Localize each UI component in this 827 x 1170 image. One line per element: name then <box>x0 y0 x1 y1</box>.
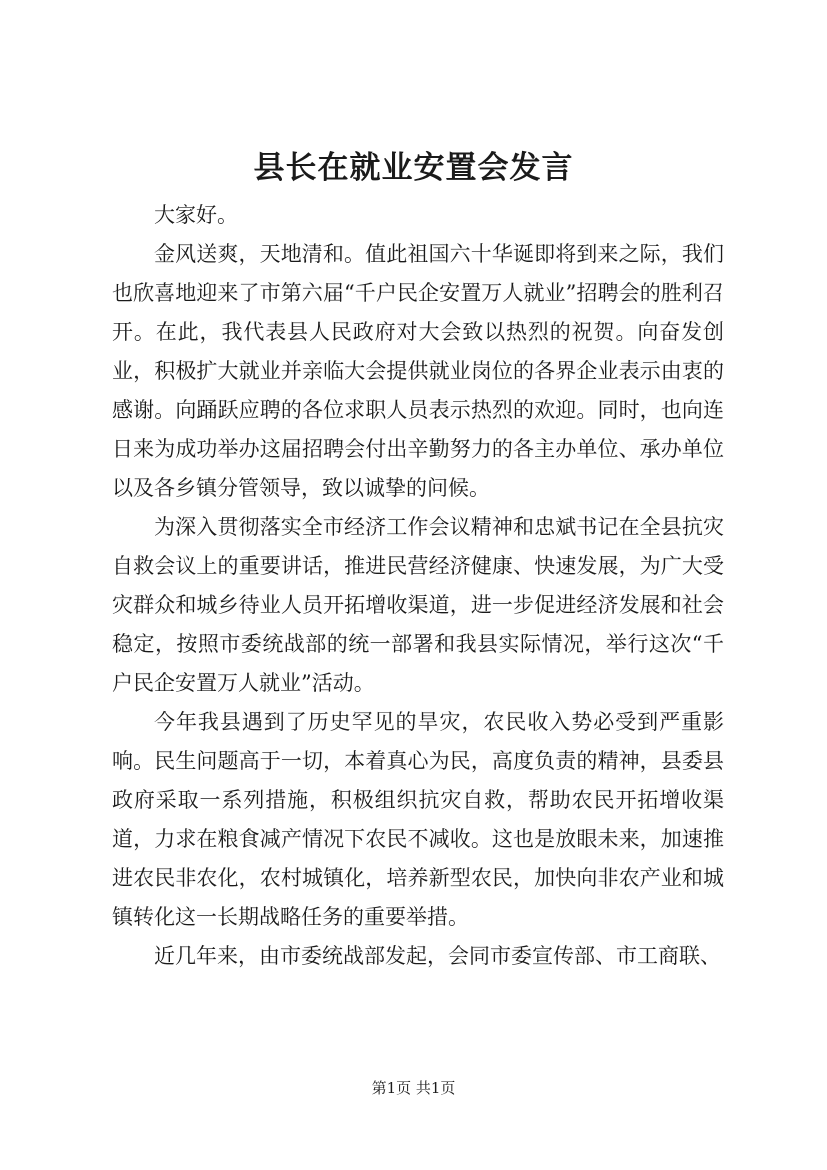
document-body <box>112 196 724 976</box>
paragraph-greeting: 大家好。 <box>154 203 238 227</box>
document-title: 县长在就业安置会发言 <box>253 150 574 186</box>
paragraph-recent-years: 近几年来，由市委统战部发起，会同市委宣传部、市工商联、 <box>154 944 721 968</box>
page-number-footer: 第1页 共1页 <box>371 1079 456 1097</box>
paragraph-opening: 金风送爽，天地清和。值此祖国六十华诞即将到来之际，我们也欣喜地迎来了市第六届“千户民企安置万人就业”招聘会的胜利召开。在此，我代表县人民政府对大会致以热烈的祝贺。向奋发创业，积极扩大就业并亲临大会提供就业岗位的各界企业表示由衷的感谢。向踊跃应聘的各位求职人员表示热烈的欢迎。同时，也向连日来为成功举办这届招聘会付出辛勤努力的各主办单位、承办单位以及各乡镇分管领导，致以诚挚的问候。 <box>112 242 724 500</box>
paragraph-drought: 今年我县遇到了历史罕见的旱灾，农民收入势必受到严重影响。民生问题高于一切，本着真心为民，高度负责的精神，县委县政府采取一系列措施，积极组织抗灾自救，帮助农民开拓增收渠道，力求在粮食减产情况下农民不减收。这也是放眼未来，加速推进农民非农化，农村城镇化，培养新型农民，加快向非农产业和城镇转化这一长期战略任务的重要举措。 <box>112 710 724 929</box>
paragraph-purpose: 为深入贯彻落实全市经济工作会议精神和忠斌书记在全县抗灾自救会议上的重要讲话，推进民营经济健康、快速发展，为广大受灾群众和城乡待业人员开拓增收渠道，进一步促进经济发展和社会稳定，按照市委统战部的统一部署和我县实际情况，举行这次“千户民企安置万人就业”活动。 <box>112 515 724 695</box>
